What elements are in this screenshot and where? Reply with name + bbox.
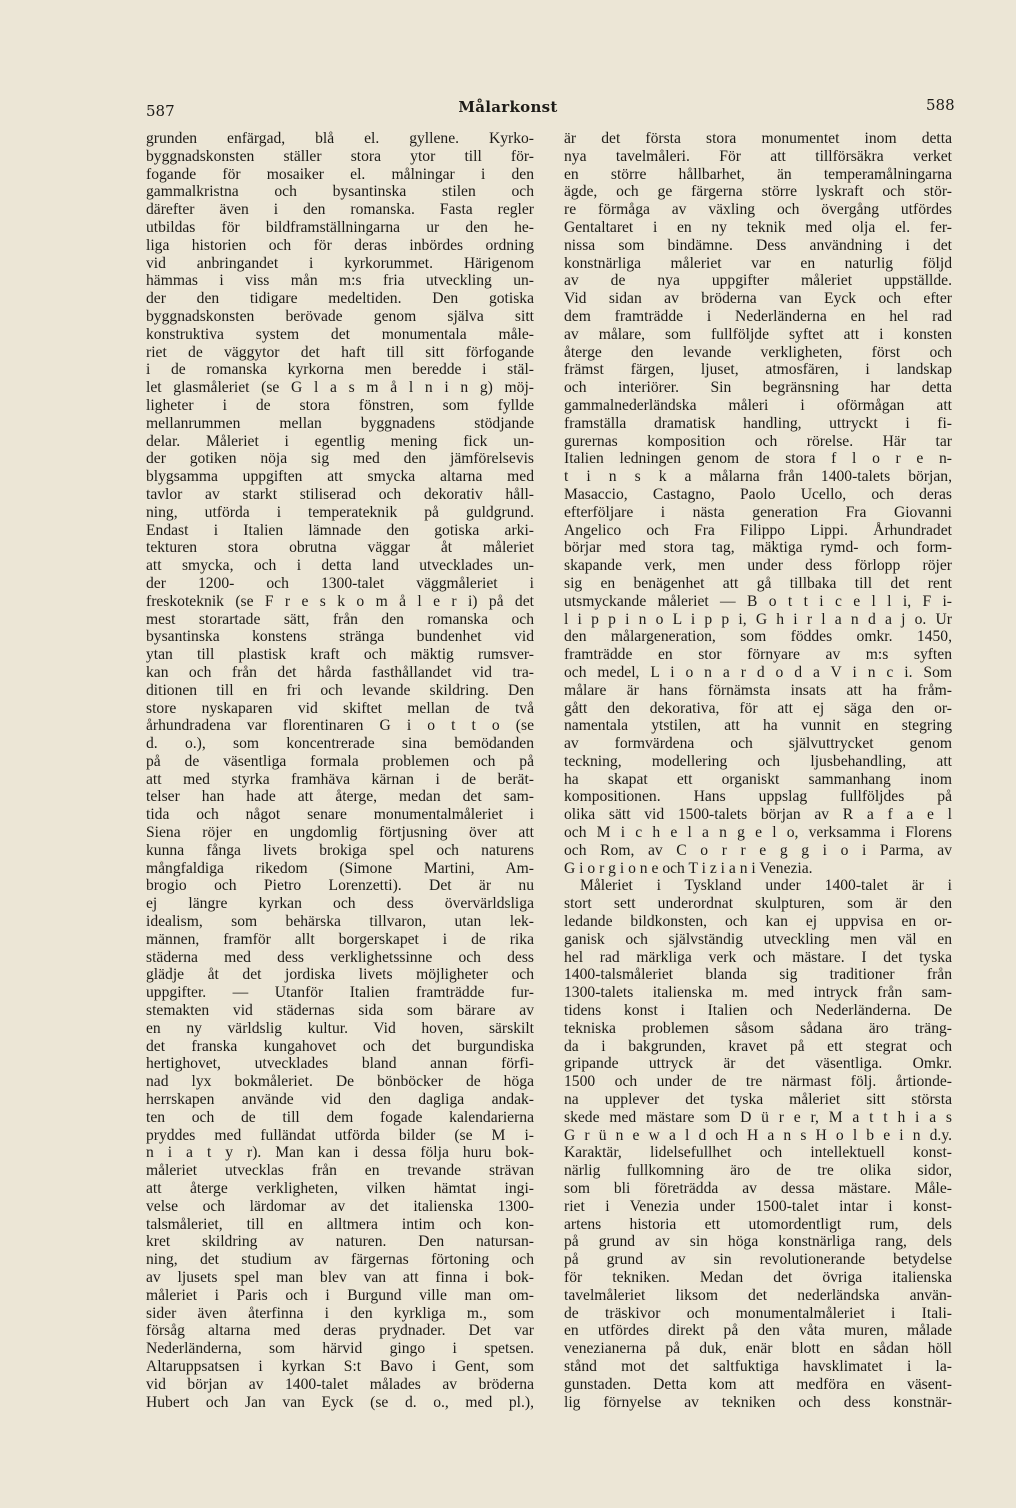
text-line: av målare, som fullföljde syftet att i konsten [564,325,952,343]
text-line: der den tidigare medeltiden. Den gotiska [146,290,534,308]
text-line: målare är hans förnämsta insats att ha fråm- [564,681,952,699]
text-line: Måleriet i Tyskland under 1400-talet är i [580,877,952,895]
text-line: som bli företrädda av dessa mästare. Måle- [564,1180,952,1198]
text-line: riet de väggytor det haft till sitt förfogande [146,343,534,361]
text-line: kunna fånga livets brokiga spel och naturens [146,841,534,859]
text-line: måleriet i Paris och i Burgund ville man om- [146,1286,534,1304]
text-line: hel rad märkliga verk och mästare. I det tyska [564,948,952,966]
text-line: lig förnyelse av tekniken och dess konstnär- [564,1393,952,1411]
text-line: Karaktär, lidelsefullhet och intellektuell konst- [564,1144,952,1162]
text-line: skapande verk, men under dess förlopp röjer [564,557,952,575]
text-line: freskoteknik (se F r e s k o m å l e r i) på det [146,592,534,610]
text-line: hertighovet, utvecklades bland annan förfi- [146,1055,534,1073]
text-line: bysantinska konstens stränga bundenhet vid [146,628,534,646]
text-line: re förmåga av växling och övergång utfördes [564,201,952,219]
text-line: gripande uttryck är det väsentliga. Omkr. [564,1055,952,1073]
text-line: att med styrka framhäva kärnan i de berät- [146,770,534,788]
text-line: Masaccio, Castagno, Paolo Ucello, och deras [564,485,952,503]
text-line: fogande för mosaiker el. målningar i den [146,165,534,183]
text-line: riet i Venezia under 1500-talet intar i konst- [564,1197,952,1215]
text-line: da i bakgrunden, kravet på ett stegrat och [564,1037,952,1055]
text-line: närlig fullkomning äro de tre olika sidor, [564,1162,952,1180]
text-line: 1300-talets italienska m. med intryck från sam- [564,984,952,1002]
text-line: Nederländerna, som härvid gingo i spetsen. [146,1340,534,1358]
text-line: namentala ytstilen, att ha vunnit en stegring [564,717,952,735]
text-line: uppgifter. — Utanför Italien framträdde fur- [146,984,534,1002]
text-line: och Rom, av C o r r e g g i o i Parma, av [564,841,952,859]
text-line: stemakten vid städernas sida som bärare av [146,1002,534,1020]
text-line: gammalnederländska måleri i oförmågan att [564,396,952,414]
text-line: skede med mästare som D ü r e r, M a t t h i a s [564,1108,952,1126]
text-line: ytan till plastisk kraft och mäktig rumsver- [146,646,534,664]
text-line: teckning, modellering och ljusbehandling, att [564,752,952,770]
text-line: sider även återfinna i den kyrkliga m., som [146,1304,534,1322]
text-line: dem framträdde i Nederländerna en hel rad [564,307,952,325]
text-line: byggnadskonsten berövade genom själva sitt [146,307,534,325]
text-line: av formvärdena och självuttrycket genom [564,735,952,753]
text-line: städerna med dess verklighetssinne och dess [146,948,534,966]
text-line: de träskivor och monumentalmåleriet i Itali- [564,1304,952,1322]
text-line: mellanrummen mellan byggnadens stödjande [146,414,534,432]
text-line: idealism, som behärska tillvaron, utan lek- [146,913,534,931]
text-line: tavelmåleriet liksom det nederländska använ- [564,1286,952,1304]
text-line: i de romanska kyrkorna men beredde i stäl- [146,361,534,379]
text-line: telser han hade att återge, medan det sam- [146,788,534,806]
text-line: hämmas i viss mån m:s fria utveckling un- [146,272,534,290]
text-line: är det första stora monumentet inom detta [564,130,952,147]
text-line: velse och lärdomar av det italienska 1300- [146,1197,534,1215]
text-line: let glasmåleriet (se G l a s m å l n i n g) möj- [146,379,534,397]
text-line: nad lyx bokmåleriet. De bönböcker de höga [146,1073,534,1091]
page-number-right: 588 [926,96,955,114]
text-line: d. o.), som koncentrerade sina bemödanden [146,735,534,753]
text-line: vid början av 1400-talet målades av bröderna [146,1375,534,1393]
text-line: konstruktiva system det monumentala måle- [146,325,534,343]
text-line: Vid sidan av bröderna van Eyck och efter [564,290,952,308]
text-line: l i p p i n o L i p p i, G h i r l a n d a j o. Ur [564,610,952,628]
text-line: att återge verkligheten, vilken hämtat ingi- [146,1180,534,1198]
text-line: G i o r g i o n e och T i z i a n i Venezia. [564,859,813,877]
text-line: ligheter i de stora fönstren, som fyllde [146,396,534,414]
text-line: nissa som bindämne. Dess användning i det [564,236,952,254]
text-line: tida och något senare monumentalmåleriet i [146,806,534,824]
text-line: en utfördes direkt på den våta muren, målade [564,1322,952,1340]
text-line: tidens konst i Italien och Nederländerna. De [564,1002,952,1020]
text-line: kret skildring av naturen. Den natursan- [146,1233,534,1251]
text-line: gammalkristna och bysantinska stilen och [146,183,534,201]
text-line: t i n s k a målarna från 1400-talets början, [564,468,952,486]
text-line: sig en benägenhet att gå tillbaka till det rent [564,574,952,592]
text-line: ten och de till dem fogade kalendarierna [146,1108,534,1126]
text-line: framträdde en stor förnyare av m:s syften [564,646,952,664]
text-line: herrskapen använde vid den dagliga andak- [146,1091,534,1109]
text-line: der 1200- och 1300-talet väggmåleriet i [146,574,534,592]
text-line: det franska kungahovet och det burgundiska [146,1037,534,1055]
left-column [146,130,534,1411]
text-line: talsmåleriet, till en alltmera intim och kon- [146,1215,534,1233]
text-line: männen, framför allt borgerskapet i de rika [146,930,534,948]
text-line: ning, det studium av färgernas förtoning och [146,1251,534,1269]
text-line: blygsamma uppgiften att smycka altarna med [146,468,534,486]
text-line: tekniska problemen såsom sådana äro träng- [564,1019,952,1037]
text-line: brogio och Pietro Lorenzetti). Det är nu [146,877,534,895]
text-line: återge den levande verkligheten, först och [564,343,952,361]
text-line: Endast i Italien lämnade den gotiska arki- [146,521,534,539]
page-number-left: 587 [146,102,175,120]
text-line: kan och från det hårda fasthållandet vid tra- [146,663,534,681]
text-line: konstnärliga måleriet var en naturlig följd [564,254,952,272]
text-line: måleriet utvecklas från en trevande strävan [146,1162,534,1180]
text-line: gurernas komposition och rörelse. Här tar [564,432,952,450]
text-line: på grund av sin höga konstnärliga rang, dels [564,1233,952,1251]
text-line: för tekniken. Medan det övriga italienska [564,1269,952,1286]
text-line: och M i c h e l a n g e l o, verksamma i Florens [564,824,952,842]
text-line: vid anbringandet i kyrkorummet. Härigenom [146,254,534,272]
text-line: gått den dekorativa, för att ej säga den or- [564,699,952,717]
text-line: Gentaltaret i en ny teknik med olja el. fer- [564,218,952,236]
text-line: liga historien och för deras inbördes ordning [146,236,534,254]
text-line: delar. Måleriet i egentlig mening fick un- [146,432,534,450]
text-line: av de nya uppgifter måleriet uppställde. [564,272,952,290]
text-line: århundradena var florentinaren G i o t t o (se [146,717,534,735]
text-line: därefter även i den romanska. Fasta regler [146,201,534,219]
right-column [564,130,952,1411]
text-line: försåg altarna med deras prydnader. Det var [146,1322,534,1340]
text-line: kompositionen. Hans uppslag fullföljdes på [564,788,952,806]
text-line: grunden enfärgad, blå el. gyllene. Kyrko- [146,130,534,147]
text-line: att smycka, och i detta land utvecklades un- [146,557,534,575]
text-line: 1500 och under de tre närmast följ. årtionde- [564,1073,952,1091]
text-line: ägde, och ge färgerna större lyskraft och stör- [564,183,952,201]
text-line: stånd mot det saltfuktiga havsklimatet i la- [564,1357,952,1375]
text-line: G r ü n e w a l d och H a n s H o l b e i n d.y. [564,1126,952,1144]
text-line: på de väsentliga formala problemen och på [146,752,534,770]
text-line: olika sätt vid 1500-talets början av R a f a e l [564,806,952,824]
page-header [0,96,1016,126]
text-line: en större hållbarhet, än temperamålningarna [564,165,952,183]
running-title: Målarkonst [458,98,558,116]
text-line: efterföljare i nästa generation Fra Giovanni [564,503,952,521]
text-line: stort sett underordnat skulpturen, som är den [564,895,952,913]
text-line: ditionen till en fri och levande skildring. Den [146,681,534,699]
text-line: av ljusets spel man blev van att finna i bok- [146,1269,534,1286]
text-line: tavlor av starkt stiliserad och dekorativ håll- [146,485,534,503]
text-line: ganisk och självständig utveckling men väl en [564,930,952,948]
text-line: ledande bildkonsten, och kan ej uppvisa en or- [564,913,952,931]
text-line: mångfaldiga rikedom (Simone Martini, Am- [146,859,534,877]
text-line: glädje åt det jordiska livets möjligheter och [146,966,534,984]
text-line: pryddes med fulländat utförda bilder (se M i- [146,1126,534,1144]
text-line: artens historia ett utomordentligt rum, dels [564,1215,952,1233]
text-line: på grund av sin revolutionerande betydelse [564,1251,952,1269]
text-line: gunstaden. Detta kom att medföra en väsent- [564,1375,952,1393]
text-line: store nyskaparen vid skiftet mellan de två [146,699,534,717]
text-line: Italien ledningen genom de stora f l o r e n- [564,450,952,468]
text-line: na upplever det tyska måleriet sitt största [564,1091,952,1109]
text-line: utbildas för bildframställningarna ur den he- [146,218,534,236]
text-line: ning, utförda i temperateknik på guldgrund. [146,503,534,521]
text-line: Angelico och Fra Filippo Lippi. Århundradet [564,521,952,539]
text-line: venezianerna på duk, enär blott en sådan höll [564,1340,952,1358]
text-line: en ny världslig kultur. Vid hoven, särskilt [146,1019,534,1037]
text-line: och interiörer. Sin begränsning har detta [564,379,952,397]
text-line: Hubert och Jan van Eyck (se d. o., med pl.), [146,1393,534,1411]
text-line: n i a t y r). Man kan i dessa följa huru bok- [146,1144,534,1162]
text-line: tekturen stora obrutna väggar åt måleriet [146,539,534,557]
text-line: den målargeneration, som föddes omkr. 1450, [564,628,952,646]
text-line: byggnadskonsten ställer stora ytor till för- [146,147,534,165]
text-line: mest storartade sätt, från den romanska och [146,610,534,628]
text-line: Siena röjer en ungdomlig förtjusning över att [146,824,534,842]
text-line: främst färgen, ljuset, atmosfären, i landskap [564,361,952,379]
text-line: utsmyckande måleriet — B o t t i c e l l i, F i- [564,592,952,610]
text-line: ha skapat ett organiskt sammanhang inom [564,770,952,788]
text-line: Altaruppsatsen i kyrkan S:t Bavo i Gent, som [146,1357,534,1375]
text-line: der gotiken nöja sig med den jämförelsevis [146,450,534,468]
text-line: börjar med stora tag, mäktiga rymd- och form- [564,539,952,557]
text-line: framställa dramatisk handling, uttryckt i fi- [564,414,952,432]
text-line: nya tavelmåleri. För att tillförsäkra verket [564,147,952,165]
text-line: 1400-talsmåleriet blanda sig traditioner från [564,966,952,984]
text-line: och medel, L i o n a r d o d a V i n c i. Som [564,663,952,681]
text-line: ej längre kyrkan och dess övervärldsliga [146,895,534,913]
